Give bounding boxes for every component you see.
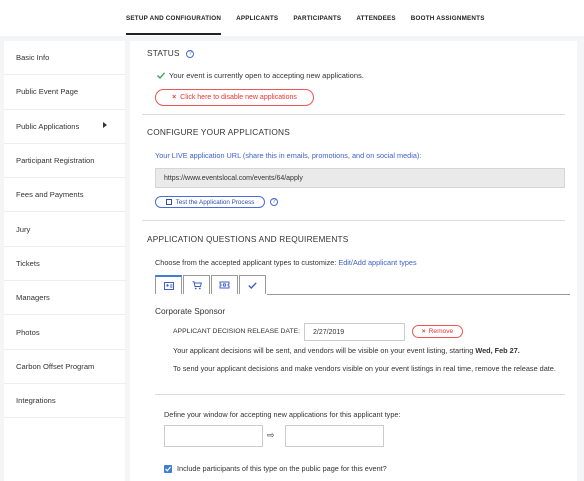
sidebar-item-managers[interactable] <box>4 281 125 315</box>
release-date-field[interactable]: 2/27/2019 <box>304 323 405 341</box>
edit-applicant-types-link[interactable]: Edit/Add applicant types <box>338 258 417 267</box>
window-label: Define your window for accepting new applications for this applicant type: <box>164 410 401 419</box>
sidebar-item-label: Public Applications <box>16 121 80 131</box>
close-icon: × <box>421 328 426 335</box>
ticket-icon <box>219 281 230 289</box>
sidebar-item-basic-info[interactable] <box>4 41 125 75</box>
tab-setup-and-configuration[interactable]: SETUP AND CONFIGURATION <box>126 0 221 35</box>
sidebar-item-integrations[interactable] <box>4 384 125 418</box>
status-message-text: Your event is currently open to accepting new applications. <box>169 71 364 80</box>
configure-heading: CONFIGURE YOUR APPLICATIONS <box>147 127 290 137</box>
divider <box>142 220 565 221</box>
sidebar-item-label: Fees and Payments <box>16 190 84 200</box>
remove-label: Remove <box>428 328 454 335</box>
sidebar-item-label: Integrations <box>16 396 56 406</box>
tab-participants[interactable]: PARTICIPANTS <box>293 15 342 22</box>
tab-booth-assignments[interactable]: BOOTH ASSIGNMENTS <box>410 15 485 22</box>
sidebar-item-participant-registration[interactable] <box>4 144 125 178</box>
disable-applications-button[interactable] <box>155 89 314 106</box>
top-nav-tabs <box>126 0 500 36</box>
sidebar-item-label: Carbon Offset Program <box>16 361 95 371</box>
release-date-label: APPLICANT DECISION RELEASE DATE: <box>173 328 301 335</box>
tab-applicants[interactable]: APPLICANTS <box>236 15 279 22</box>
sidebar-item-tickets[interactable] <box>4 247 125 281</box>
sidebar-item-label: Basic Info <box>16 53 50 63</box>
caret-right-icon <box>103 122 107 128</box>
divider <box>142 114 565 115</box>
checkbox-check-icon <box>164 465 172 473</box>
main-panel <box>130 41 577 481</box>
arrow-right-icon: ⇨ <box>267 430 275 440</box>
applicant-type-tab-ticket[interactable] <box>211 275 238 294</box>
checkmark-icon <box>157 72 165 79</box>
close-icon: × <box>172 94 177 101</box>
questions-heading: APPLICATION QUESTIONS AND REQUIREMENTS <box>147 234 349 244</box>
choose-types-text <box>155 258 417 267</box>
cart-icon <box>192 281 202 290</box>
include-participants-label: Include participants of this type on the public page for this event? <box>177 464 387 473</box>
sidebar-item-label: Public Event Page <box>16 87 79 97</box>
remove-release-date-button[interactable] <box>412 325 463 338</box>
id-card-icon <box>164 282 174 290</box>
top-nav <box>0 0 584 36</box>
sidebar <box>4 41 125 481</box>
sidebar-item-label: Tickets <box>16 258 40 268</box>
sidebar-item-label: Jury <box>16 224 31 234</box>
status-help-icon[interactable]: ? <box>186 50 194 58</box>
applicant-type-name: Corporate Sponsor <box>155 306 226 316</box>
application-url-field[interactable]: https://www.eventslocal.com/events/64/apply <box>155 168 565 188</box>
test-application-button[interactable] <box>155 196 265 208</box>
status-heading-text: STATUS <box>147 48 180 58</box>
test-application-label: Test the Application Process <box>175 198 255 206</box>
sidebar-item-photos[interactable] <box>4 315 125 349</box>
decision-note-text: Your applicant decisions will be sent, and vendors will be visible on your event listing, starting <box>173 346 474 355</box>
realtime-note: To send your applicant decisions and make vendors visible on your event listings in real time, remove the release date. <box>173 364 556 373</box>
include-participants-checkbox[interactable] <box>164 465 172 473</box>
form-icon <box>166 199 172 205</box>
sidebar-item-jury[interactable] <box>4 212 125 246</box>
divider <box>155 394 565 395</box>
tab-attendees[interactable]: ATTENDEES <box>356 15 396 22</box>
sidebar-item-label: Photos <box>16 327 40 337</box>
sidebar-item-label: Participant Registration <box>16 156 95 166</box>
applicant-type-tabs <box>155 275 570 295</box>
status-heading <box>147 48 194 58</box>
window-end-field[interactable] <box>285 425 384 447</box>
applicant-type-tab-check[interactable] <box>239 275 266 294</box>
applicant-type-tab-id[interactable] <box>155 275 182 294</box>
test-help-icon[interactable]: ? <box>270 198 278 206</box>
application-url-label: Your LIVE application URL (share this in emails, promotions, and on social media): <box>155 151 422 160</box>
choose-types-label: Choose from the accepted applicant types to customize: <box>155 258 337 267</box>
tab-underline <box>267 294 570 295</box>
disable-applications-label: Click here to disable new applications <box>180 94 297 101</box>
sidebar-item-carbon-offset-program[interactable] <box>4 350 125 384</box>
check-icon <box>248 282 257 289</box>
status-message <box>157 71 364 80</box>
applicant-type-tab-cart[interactable] <box>183 275 210 294</box>
decision-note <box>173 346 568 355</box>
window-start-field[interactable] <box>164 425 263 447</box>
sidebar-item-public-applications[interactable] <box>4 110 125 144</box>
sidebar-item-fees-and-payments[interactable] <box>4 178 125 212</box>
sidebar-item-public-event-page[interactable] <box>4 75 125 109</box>
decision-note-date: Wed, Feb 27. <box>475 346 520 355</box>
include-participants-row <box>164 464 387 473</box>
sidebar-item-label: Managers <box>16 293 50 303</box>
